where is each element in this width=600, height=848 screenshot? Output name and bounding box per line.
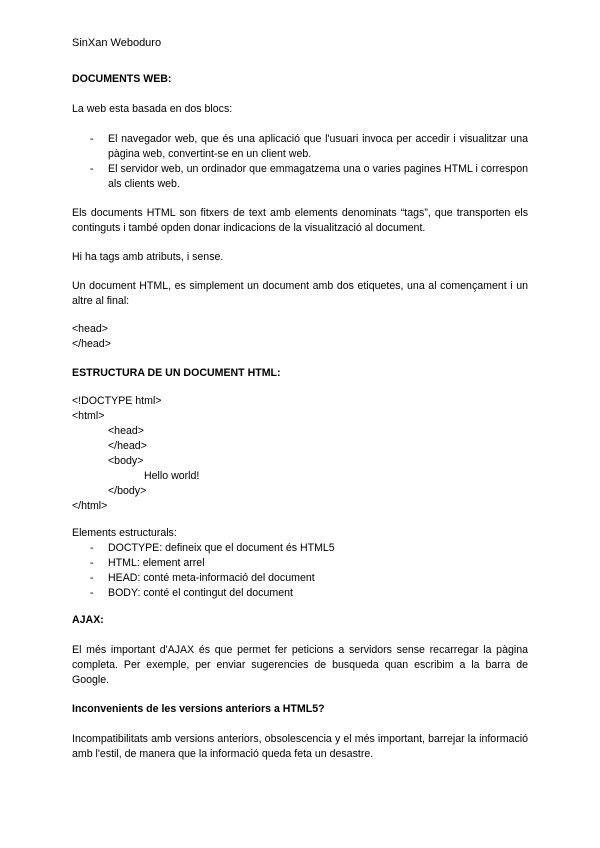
page-header: SinXan Weboduro [72, 37, 162, 49]
elements-label: Elements estructurals: [72, 527, 177, 539]
heading-structure: ESTRUCTURA DE UN DOCUMENT HTML: [72, 367, 281, 379]
web-blocks-list [72, 132, 528, 192]
code-line: <body> [108, 455, 144, 467]
list-item: - BODY: conté el contingut del document [72, 586, 528, 601]
list-item: - El servidor web, un ordinador que emmagatzema una o varies pagines HTML i correspon als clients web. [72, 162, 528, 192]
code-line: <head> [108, 425, 144, 437]
elements-list [72, 541, 528, 601]
code-line: <!DOCTYPE html> [72, 395, 162, 407]
heading-documents-web: DOCUMENTS WEB: [72, 73, 172, 85]
web-intro: La web esta basada en dos blocs: [72, 103, 233, 115]
code-line: <head> [72, 323, 108, 335]
heading-inconvenients: Inconvenients de les versions anteriors a HTML5? [72, 703, 325, 715]
list-item: - DOCTYPE: defineix que el document és HTML5 [72, 541, 528, 556]
code-line: </html> [72, 500, 108, 512]
tags-paragraph: Els documents HTML son fitxers de text amb elements denominats “tags”, que transporten els continguts i també opden donar indicacions de la visualització al document. [72, 207, 528, 234]
code-line: </body> [108, 485, 147, 497]
code-line: </head> [72, 338, 111, 350]
document-paragraph: Un document HTML, es simplement un document amb dos etiquetes, una al començament i un altre al final: [72, 280, 528, 307]
head-example [72, 322, 528, 352]
ajax-paragraph: El més important d'AJAX és que permet fer peticions a servidors sense recarregar la pàgina completa. Per exemple, per enviar sugerencies de busqueda quan escribim a la barra de Google. [72, 644, 528, 686]
inconvenients-paragraph: Incompatibilitats amb versions anteriors, obsolescencia y el més important, barrejar la informació amb l'estil, de manera que la informació queda feta un desastre. [72, 733, 528, 760]
structure-code-block [72, 394, 528, 514]
code-line: </head> [108, 440, 147, 452]
code-line: Hello world! [144, 470, 200, 482]
heading-ajax: AJAX: [72, 614, 104, 626]
attributes-paragraph: Hi ha tags amb atributs, i sense. [72, 251, 224, 263]
code-line: <html> [72, 410, 105, 422]
list-item: - El navegador web, que és una aplicació que l'usuari invoca per accedir i visualitzar una pàgina web, convertint-se en un client web. [72, 132, 528, 162]
list-item: - HTML: element arrel [72, 556, 528, 571]
list-item: - HEAD: conté meta-informació del document [72, 571, 528, 586]
